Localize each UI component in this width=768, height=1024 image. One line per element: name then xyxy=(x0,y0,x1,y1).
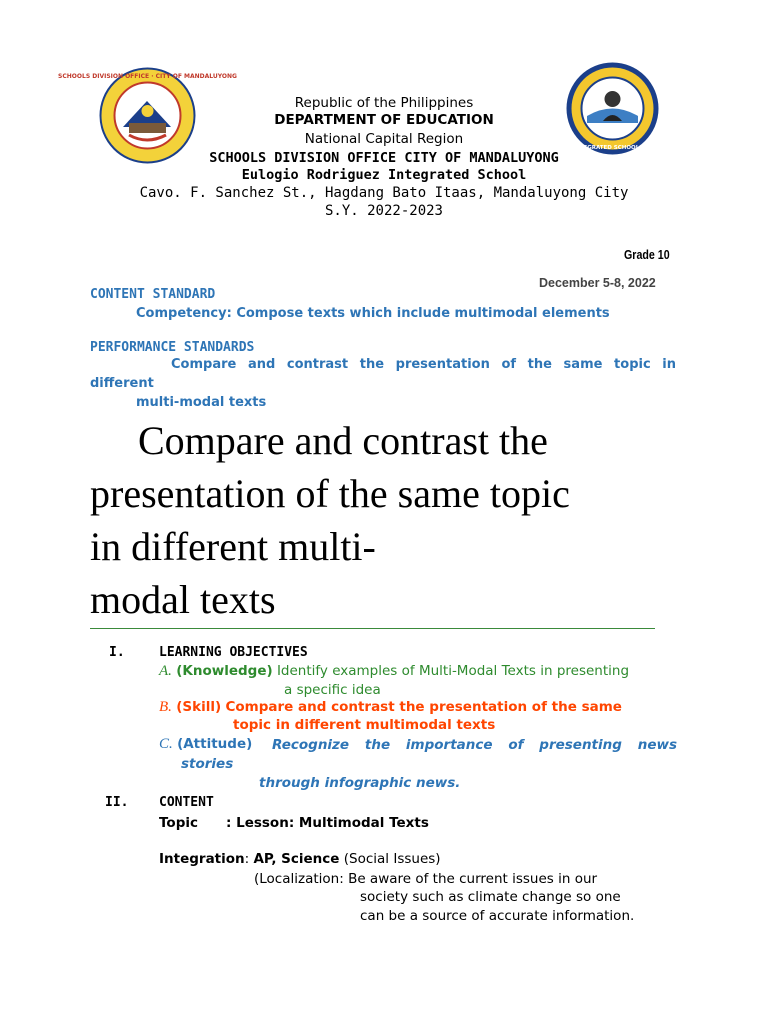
section-number: I. xyxy=(109,645,125,660)
objective-attitude-head xyxy=(159,736,252,753)
integration-subjects: AP, Science xyxy=(253,851,340,867)
competency-text: Competency: Compose texts which include multimodal elements xyxy=(136,306,610,321)
school-name: Eulogio Rodriguez Integrated School xyxy=(241,167,527,183)
department-line: DEPARTMENT OF EDUCATION xyxy=(274,112,494,128)
objective-skill xyxy=(159,699,622,716)
objective-attitude-cont: through infographic news. xyxy=(259,775,461,791)
integration-line xyxy=(159,851,441,867)
objective-tag: (Skill) xyxy=(176,699,222,715)
objective-knowledge-cont: a specific idea xyxy=(284,682,381,698)
section-number: II. xyxy=(105,795,129,810)
integration-label: Integration xyxy=(159,851,245,867)
section-divider xyxy=(90,628,655,629)
objective-letter: C. xyxy=(159,736,173,752)
performance-standard-line-2: different xyxy=(90,376,154,391)
localization-line-3: can be a source of accurate information. xyxy=(360,908,635,924)
division-line: SCHOOLS DIVISION OFFICE CITY OF MANDALUYONG xyxy=(209,150,559,166)
objective-letter: A. xyxy=(159,663,172,679)
seal-left-caption: SCHOOLS DIVISION OFFICE · CITY OF MANDALUYONG xyxy=(58,73,237,80)
school-address: Cavo. F. Sanchez St., Hagdang Bato Itaas, Mandaluyong City xyxy=(139,185,629,201)
objective-attitude-text: Recognize the importance of presenting news xyxy=(272,737,677,753)
lesson-title-line: Compare and contrast the xyxy=(138,418,548,463)
lesson-title-line: presentation of the same topic xyxy=(90,471,570,516)
lesson-title-line: in different multi- xyxy=(90,524,376,569)
objective-letter: B. xyxy=(159,699,172,715)
integration-note: (Social Issues) xyxy=(343,851,441,867)
objective-skill-cont: topic in different multimodal texts xyxy=(233,717,496,733)
objective-attitude-cont: stories xyxy=(181,756,234,772)
objective-tag: (Attitude) xyxy=(177,736,253,752)
lesson-date: December 5-8, 2022 xyxy=(539,276,656,290)
lesson-title xyxy=(90,414,690,626)
localization-line-1: (Localization: Be aware of the current issues in our xyxy=(254,871,598,887)
republic-line: Republic of the Philippines xyxy=(294,95,474,111)
localization-line-2: society such as climate change so one xyxy=(360,889,621,905)
content-title: CONTENT xyxy=(159,795,214,810)
objective-tag: (Knowledge) xyxy=(176,663,273,679)
seal-right-caption: EULOGIO RODRIGUEZ INTEGRATED SCHOOL · CITY OF MANDALUYONG xyxy=(505,145,720,151)
objective-text: Identify examples of Multi-Modal Texts in presenting xyxy=(276,663,630,679)
learning-objectives-title: LEARNING OBJECTIVES xyxy=(159,645,308,660)
lesson-title-line: modal texts xyxy=(90,577,276,622)
objective-text: Compare and contrast the presentation of the same xyxy=(225,699,622,715)
grade-level: Grade 10 xyxy=(624,247,670,262)
objective-knowledge xyxy=(159,663,629,680)
topic-label: Topic xyxy=(159,815,198,831)
performance-standard-line-3: multi-modal texts xyxy=(136,395,267,410)
performance-standards-label: PERFORMANCE STANDARDS xyxy=(90,340,255,355)
school-year: S.Y. 2022-2023 xyxy=(324,203,443,219)
content-standard-label: CONTENT STANDARD xyxy=(90,287,216,302)
region-line: National Capital Region xyxy=(304,131,464,147)
performance-standard-line-1: Compare and contrast the presentation of the same topic in xyxy=(171,357,676,372)
integration-separator: : xyxy=(244,851,254,867)
topic-value: : Lesson: Multimodal Texts xyxy=(226,815,429,831)
